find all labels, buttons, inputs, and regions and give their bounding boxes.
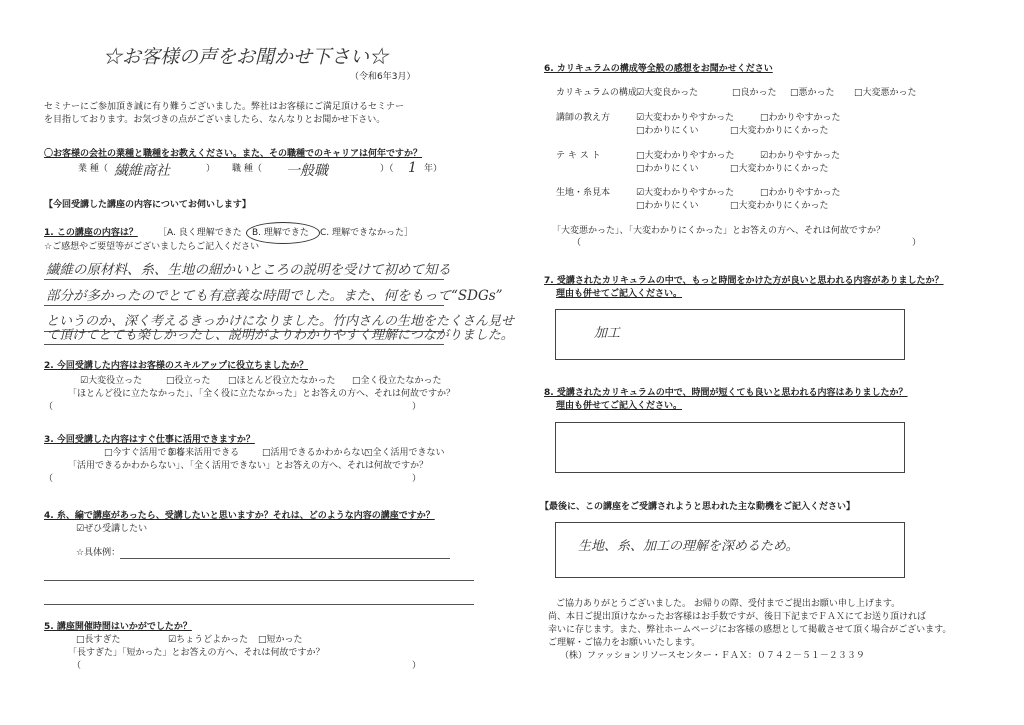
q5-option-3: □短かった [258, 635, 303, 645]
q6-row-4-opt-a: ☑大変わかりやすかった [636, 188, 735, 198]
years-label: 年） [424, 164, 443, 174]
q7-subtitle: 理由も併せてご記入ください。 [556, 289, 683, 299]
q6-follow-up: 「大変悪かった」、「大変わかりにくかった」とお答えの方へ、それは何故ですか？ [552, 226, 886, 236]
intro-line-2: を目指しております。お気づきの点がございましたら、なんなりとお聞かせ下さい。 [44, 115, 386, 125]
q1-option-b: B. 理解できた [252, 228, 309, 238]
q2-title: 2. 今回受講した内容はお客様のスキルアップに役立ちましたか？ [44, 361, 309, 371]
q7-answer-text: 加工 [594, 326, 621, 341]
q2-paren-open: （ [44, 402, 54, 412]
q1-rule-2 [44, 305, 444, 306]
q2-option-3: □ほとんど役立たなかった [228, 376, 336, 386]
q8-answer-box[interactable] [555, 422, 905, 473]
q4-title: 4. 糸、編で講座があったら、受講したいと思いますか？それは、どのような内容の講座ですか？ [44, 511, 435, 521]
intro-line-1: セミナーにご参加頂き誠に有り難うございました。弊社はお客様にご満足頂けるセミナー [44, 102, 405, 112]
q2-follow-up: 「ほとんど役に立たなかった」、「全く役に立たなかった」とお答えの方へ、それは何故ですか？ [68, 389, 456, 399]
industry-label: 業 種（ [78, 164, 108, 174]
q6-row-2-opt-c: □わかりにくい [636, 126, 699, 136]
footer-line-1: ご協力ありがとうございました。 お帰りの際、受付までご提出お願い申し上げます。 [556, 599, 901, 609]
q6-paren-close: ） [912, 238, 922, 248]
q3-option-4: □全く活用できない [364, 448, 445, 458]
q6-title: 6. カリキュラムの構成等全般の感想をお聞かせください [544, 64, 773, 74]
q5-follow-up: 「長すぎた」「短かった」とお答えの方へ、それは何故ですか？ [68, 648, 325, 658]
form-title: ☆お客様の声をお聞かせ下さい☆ [103, 46, 389, 68]
q6-row-1-opt-c: □悪かった [790, 88, 835, 98]
q5-option-1: □長すぎた [76, 635, 121, 645]
q6-row-1-opt-a: ☑大変良かった [636, 88, 699, 98]
q1-rule-4 [44, 344, 444, 345]
q3-option-3: □活用できるかわからない [262, 448, 370, 458]
q1-rule-1 [44, 279, 444, 280]
footer-line-3: 幸いに存じます。また、弊社ホームページにお客様の感想として掲載させて頂く場合がございます。 [548, 625, 952, 635]
q6-row-4-opt-d: □大変わかりにくかった [730, 201, 829, 211]
q3-follow-up: 「活用できるかわからない」、「全く活用できない」とお答えの方へ、それは何故ですか？ [68, 461, 429, 471]
q8-title: 8. 受講されたカリキュラムの中で、時間が短くても良いと思われる内容はありましたか？ [544, 388, 908, 398]
q9-answer-text: 生地、糸、加工の理解を深めるため。 [578, 539, 799, 554]
q1-option-c: C. 理解できなかった］ [320, 228, 414, 238]
q3-paren-close: ） [412, 474, 422, 484]
q6-row-4-label: 生地・糸見本 [556, 188, 611, 198]
q6-row-2-opt-d: □大変わかりにくかった [730, 126, 829, 136]
footer-line-4: ご理解・ご協力をお願いいたします。 [548, 638, 701, 648]
q8-subtitle: 理由も併せてご記入ください。 [556, 401, 683, 411]
q2-paren-close: ） [412, 402, 422, 412]
footer-line-2: 尚、本日ご提出頂けなかったお客様はお手数ですが、後日下記までＦＡＸにてお送り頂ければ [548, 612, 927, 622]
q1-comment-line-1: 繊維の原材料、糸、生地の細かいところの説明を受けて初めて知る [46, 262, 451, 278]
company-question: 〇お客様の会社の業種と職種をお教えください。また、その職種でのキャリアは何年ですか？ [44, 149, 423, 159]
q6-row-1-opt-b: □良かった [732, 88, 777, 98]
q5-option-2: ☑ちょうどよかった [168, 635, 249, 645]
q4-example-rule [120, 558, 450, 559]
footer-contact: （株）ファッションリソースセンター・ＦＡＸ：０７４２－５１－２３３９ [560, 651, 865, 661]
form-date: （令和6年3月） [350, 72, 416, 82]
q1-option-a: ［A. 良く理解できた [158, 228, 242, 238]
industry-close: ） [206, 164, 216, 174]
q3-title: 3. 今回受講した内容はすぐ仕事に活用できますか？ [44, 435, 255, 445]
q6-row-3-opt-a: □大変わかりやすかった [636, 151, 735, 161]
q6-row-2-label: 講師の教え方 [556, 113, 611, 123]
q6-paren-open: （ [572, 238, 582, 248]
q3-option-2: ☑将来活用できる [168, 448, 240, 458]
q1-selected-circle [246, 222, 320, 244]
job-label: 職 種（ [232, 164, 262, 174]
q6-row-3-label: テ キ ス ト [556, 151, 601, 161]
q5-paren-open: （ [72, 661, 82, 671]
q2-option-1: ☑大変役立った [80, 376, 143, 386]
q6-row-2-opt-b: □わかりやすかった [760, 113, 841, 123]
q4-option-1: ☑ぜひ受講したい [76, 524, 148, 534]
q3-option-1: □今すぐ活用できる [104, 448, 185, 458]
q3-paren-open: （ [44, 474, 54, 484]
industry-value: 繊維商社 [114, 163, 170, 179]
q6-row-3-opt-d: □大変わかりにくかった [730, 164, 829, 174]
q9-answer-box[interactable] [555, 522, 905, 578]
q1-comment-line-3: というのか、深く考えるきっかけになりました。竹内さんの生地をたくさん見せ [46, 314, 515, 329]
q6-row-3-opt-b: ☑わかりやすかった [760, 151, 841, 161]
q1-comment-line-4: て頂けてとても楽しかったし、説明がよりわかりやすく理解につながりました。 [46, 328, 514, 343]
years-value: 1 [408, 160, 417, 176]
q6-row-4-opt-b: □わかりやすかった [760, 188, 841, 198]
q1-title: 1. この講座の内容は？ [44, 228, 138, 238]
q6-row-2-opt-a: ☑大変わかりやすかった [636, 113, 735, 123]
q4-example-label: ☆具体例： [76, 548, 121, 558]
q5-paren-close: ） [412, 661, 422, 671]
job-close: ）（ [380, 164, 394, 174]
q4-rule-3 [44, 604, 474, 605]
q6-row-4-opt-c: □わかりにくい [636, 201, 699, 211]
q5-title: 5. 講座開催時間はいかがでしたか？ [44, 622, 192, 632]
q9-title: 【最後に、この講座をご受講されようと思われた主な動機をご記入ください】 [540, 502, 856, 512]
q4-rule-2 [44, 580, 474, 581]
q2-option-2: □役立った [166, 376, 211, 386]
q1-comment-prompt: ☆ご感想やご要望等がございましたらご記入ください [44, 242, 260, 252]
q6-row-1-opt-d: □大変悪かった [854, 88, 917, 98]
q6-row-3-opt-c: □わかりにくい [636, 164, 699, 174]
section-header: 【今回受講した講座の内容についてお伺いします】 [44, 200, 251, 210]
q2-option-4: □全く役立たなかった [352, 376, 442, 386]
q1-comment-line-2: 部分が多かったのでとても有意義な時間でした。また、何をもって“SDGs” [46, 288, 503, 304]
q7-answer-box[interactable] [555, 309, 905, 360]
q7-title: 7. 受講されたカリキュラムの中で、もっと時間をかけた方が良いと思われる内容がありましたか？ [544, 276, 944, 286]
job-value: 一般職 [286, 163, 328, 179]
q6-row-1-label: カリキュラムの構成 [556, 88, 637, 98]
